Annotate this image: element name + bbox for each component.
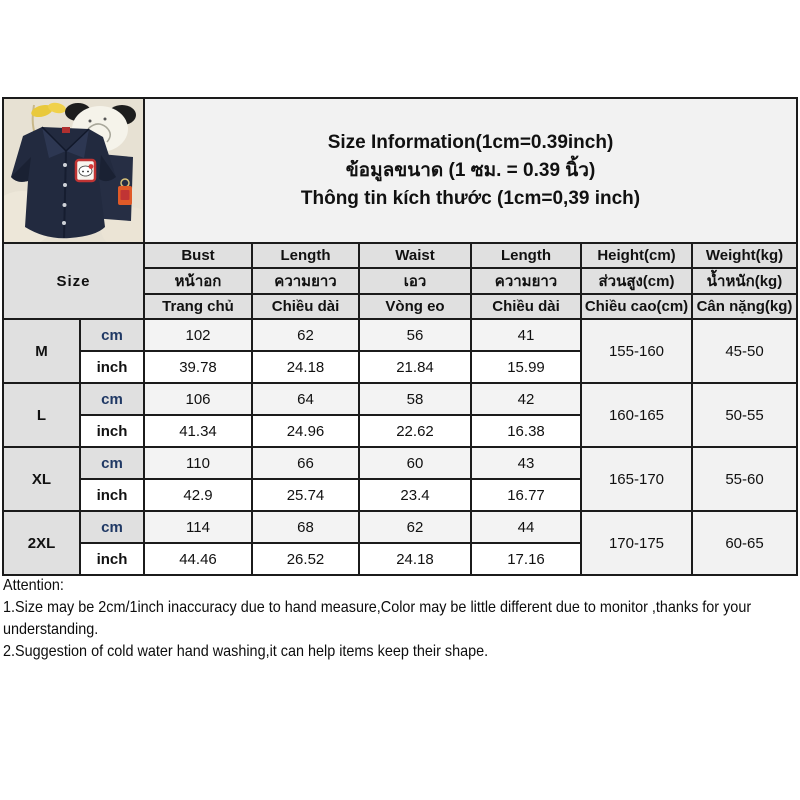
value-cell: 44.46: [144, 543, 252, 575]
header-bust-th: หน้าอก: [144, 268, 252, 294]
header-height-vi: Chiều cao(cm): [581, 294, 692, 319]
value-cell: 42.9: [144, 479, 252, 511]
unit-inch-label: inch: [80, 351, 144, 383]
height-range-xl: 165-170: [581, 447, 692, 511]
size-name-l: L: [3, 383, 80, 447]
value-cell: 24.18: [359, 543, 471, 575]
value-cell: 15.99: [471, 351, 581, 383]
unit-cm-label: cm: [80, 383, 144, 415]
hello-kitty-patch: [76, 160, 95, 181]
value-cell: 17.16: [471, 543, 581, 575]
unit-cm-label: cm: [80, 511, 144, 543]
value-cell: 58: [359, 383, 471, 415]
row-l-cm: [3, 383, 797, 415]
size-chart-table: [2, 97, 798, 576]
value-cell: 21.84: [359, 351, 471, 383]
row-2xl-cm: [3, 511, 797, 543]
value-cell: 39.78: [144, 351, 252, 383]
value-cell: 16.77: [471, 479, 581, 511]
value-cell: 62: [359, 511, 471, 543]
header-height-en: Height(cm): [581, 243, 692, 268]
header-length-th: ความยาว: [252, 268, 359, 294]
weight-range-l: 50-55: [692, 383, 797, 447]
unit-inch-label: inch: [80, 415, 144, 447]
value-cell: 42: [471, 383, 581, 415]
unit-inch-label: inch: [80, 479, 144, 511]
photo-title-row: [3, 98, 797, 243]
height-range-l: 160-165: [581, 383, 692, 447]
value-cell: 24.18: [252, 351, 359, 383]
value-cell: 26.52: [252, 543, 359, 575]
size-information-title-block: [144, 98, 797, 243]
value-cell: 41.34: [144, 415, 252, 447]
row-xl-cm: [3, 447, 797, 479]
value-cell: 24.96: [252, 415, 359, 447]
header-length2-th: ความยาว: [471, 268, 581, 294]
header-bust-en: Bust: [144, 243, 252, 268]
header-waist-th: เอว: [359, 268, 471, 294]
header-height-th: ส่วนสูง(cm): [581, 268, 692, 294]
height-range-2xl: 170-175: [581, 511, 692, 575]
header-waist-en: Waist: [359, 243, 471, 268]
value-cell: 41: [471, 319, 581, 351]
value-cell: 68: [252, 511, 359, 543]
value-cell: 114: [144, 511, 252, 543]
size-label-cell: Size: [3, 243, 144, 319]
header-length2-en: Length: [471, 243, 581, 268]
unit-cm-label: cm: [80, 319, 144, 351]
title-vietnamese: Thông tin kích thước (1cm=0,39 inch): [300, 187, 641, 209]
header-row-english: [3, 243, 797, 268]
value-cell: 56: [359, 319, 471, 351]
value-cell: 60: [359, 447, 471, 479]
header-bust-vi: Trang chủ: [144, 294, 252, 319]
row-m-cm: [3, 319, 797, 351]
size-name-2xl: 2XL: [3, 511, 80, 575]
value-cell: 66: [252, 447, 359, 479]
header-length-en: Length: [252, 243, 359, 268]
attention-heading: Attention:: [3, 577, 64, 594]
collar-brand-tag: [62, 127, 70, 133]
unit-inch-label: inch: [80, 543, 144, 575]
value-cell: 44: [471, 511, 581, 543]
header-length2-vi: Chiều dài: [471, 294, 581, 319]
value-cell: 23.4: [359, 479, 471, 511]
height-range-m: 155-160: [581, 319, 692, 383]
value-cell: 16.38: [471, 415, 581, 447]
header-weight-vi: Cân nặng(kg): [692, 294, 797, 319]
title-english: Size Information(1cm=0.39inch): [327, 131, 614, 153]
value-cell: 106: [144, 383, 252, 415]
product-photo-illustration: [4, 99, 143, 242]
attention-line-1: 1.Size may be 2cm/1inch inaccuracy due to hand measure,Color may be little different due to monitor ,thanks for your understanding.: [3, 599, 752, 638]
unit-cm-label: cm: [80, 447, 144, 479]
product-photo: [3, 98, 144, 243]
value-cell: 62: [252, 319, 359, 351]
attention-line-2: 2.Suggestion of cold water hand washing,it can help items keep their shape.: [3, 643, 489, 660]
title-thai: ข้อมูลขนาด (1 ซม. = 0.39 นิ้ว): [345, 159, 596, 181]
value-cell: 110: [144, 447, 252, 479]
value-cell: 43: [471, 447, 581, 479]
value-cell: 102: [144, 319, 252, 351]
weight-range-m: 45-50: [692, 319, 797, 383]
size-name-xl: XL: [3, 447, 80, 511]
value-cell: 22.62: [359, 415, 471, 447]
header-length-vi: Chiều dài: [252, 294, 359, 319]
size-name-m: M: [3, 319, 80, 383]
weight-range-xl: 55-60: [692, 447, 797, 511]
header-waist-vi: Vòng eo: [359, 294, 471, 319]
value-cell: 25.74: [252, 479, 359, 511]
header-weight-en: Weight(kg): [692, 243, 797, 268]
header-weight-th: น้ำหนัก(kg): [692, 268, 797, 294]
value-cell: 64: [252, 383, 359, 415]
attention-note: [3, 575, 788, 663]
weight-range-2xl: 60-65: [692, 511, 797, 575]
